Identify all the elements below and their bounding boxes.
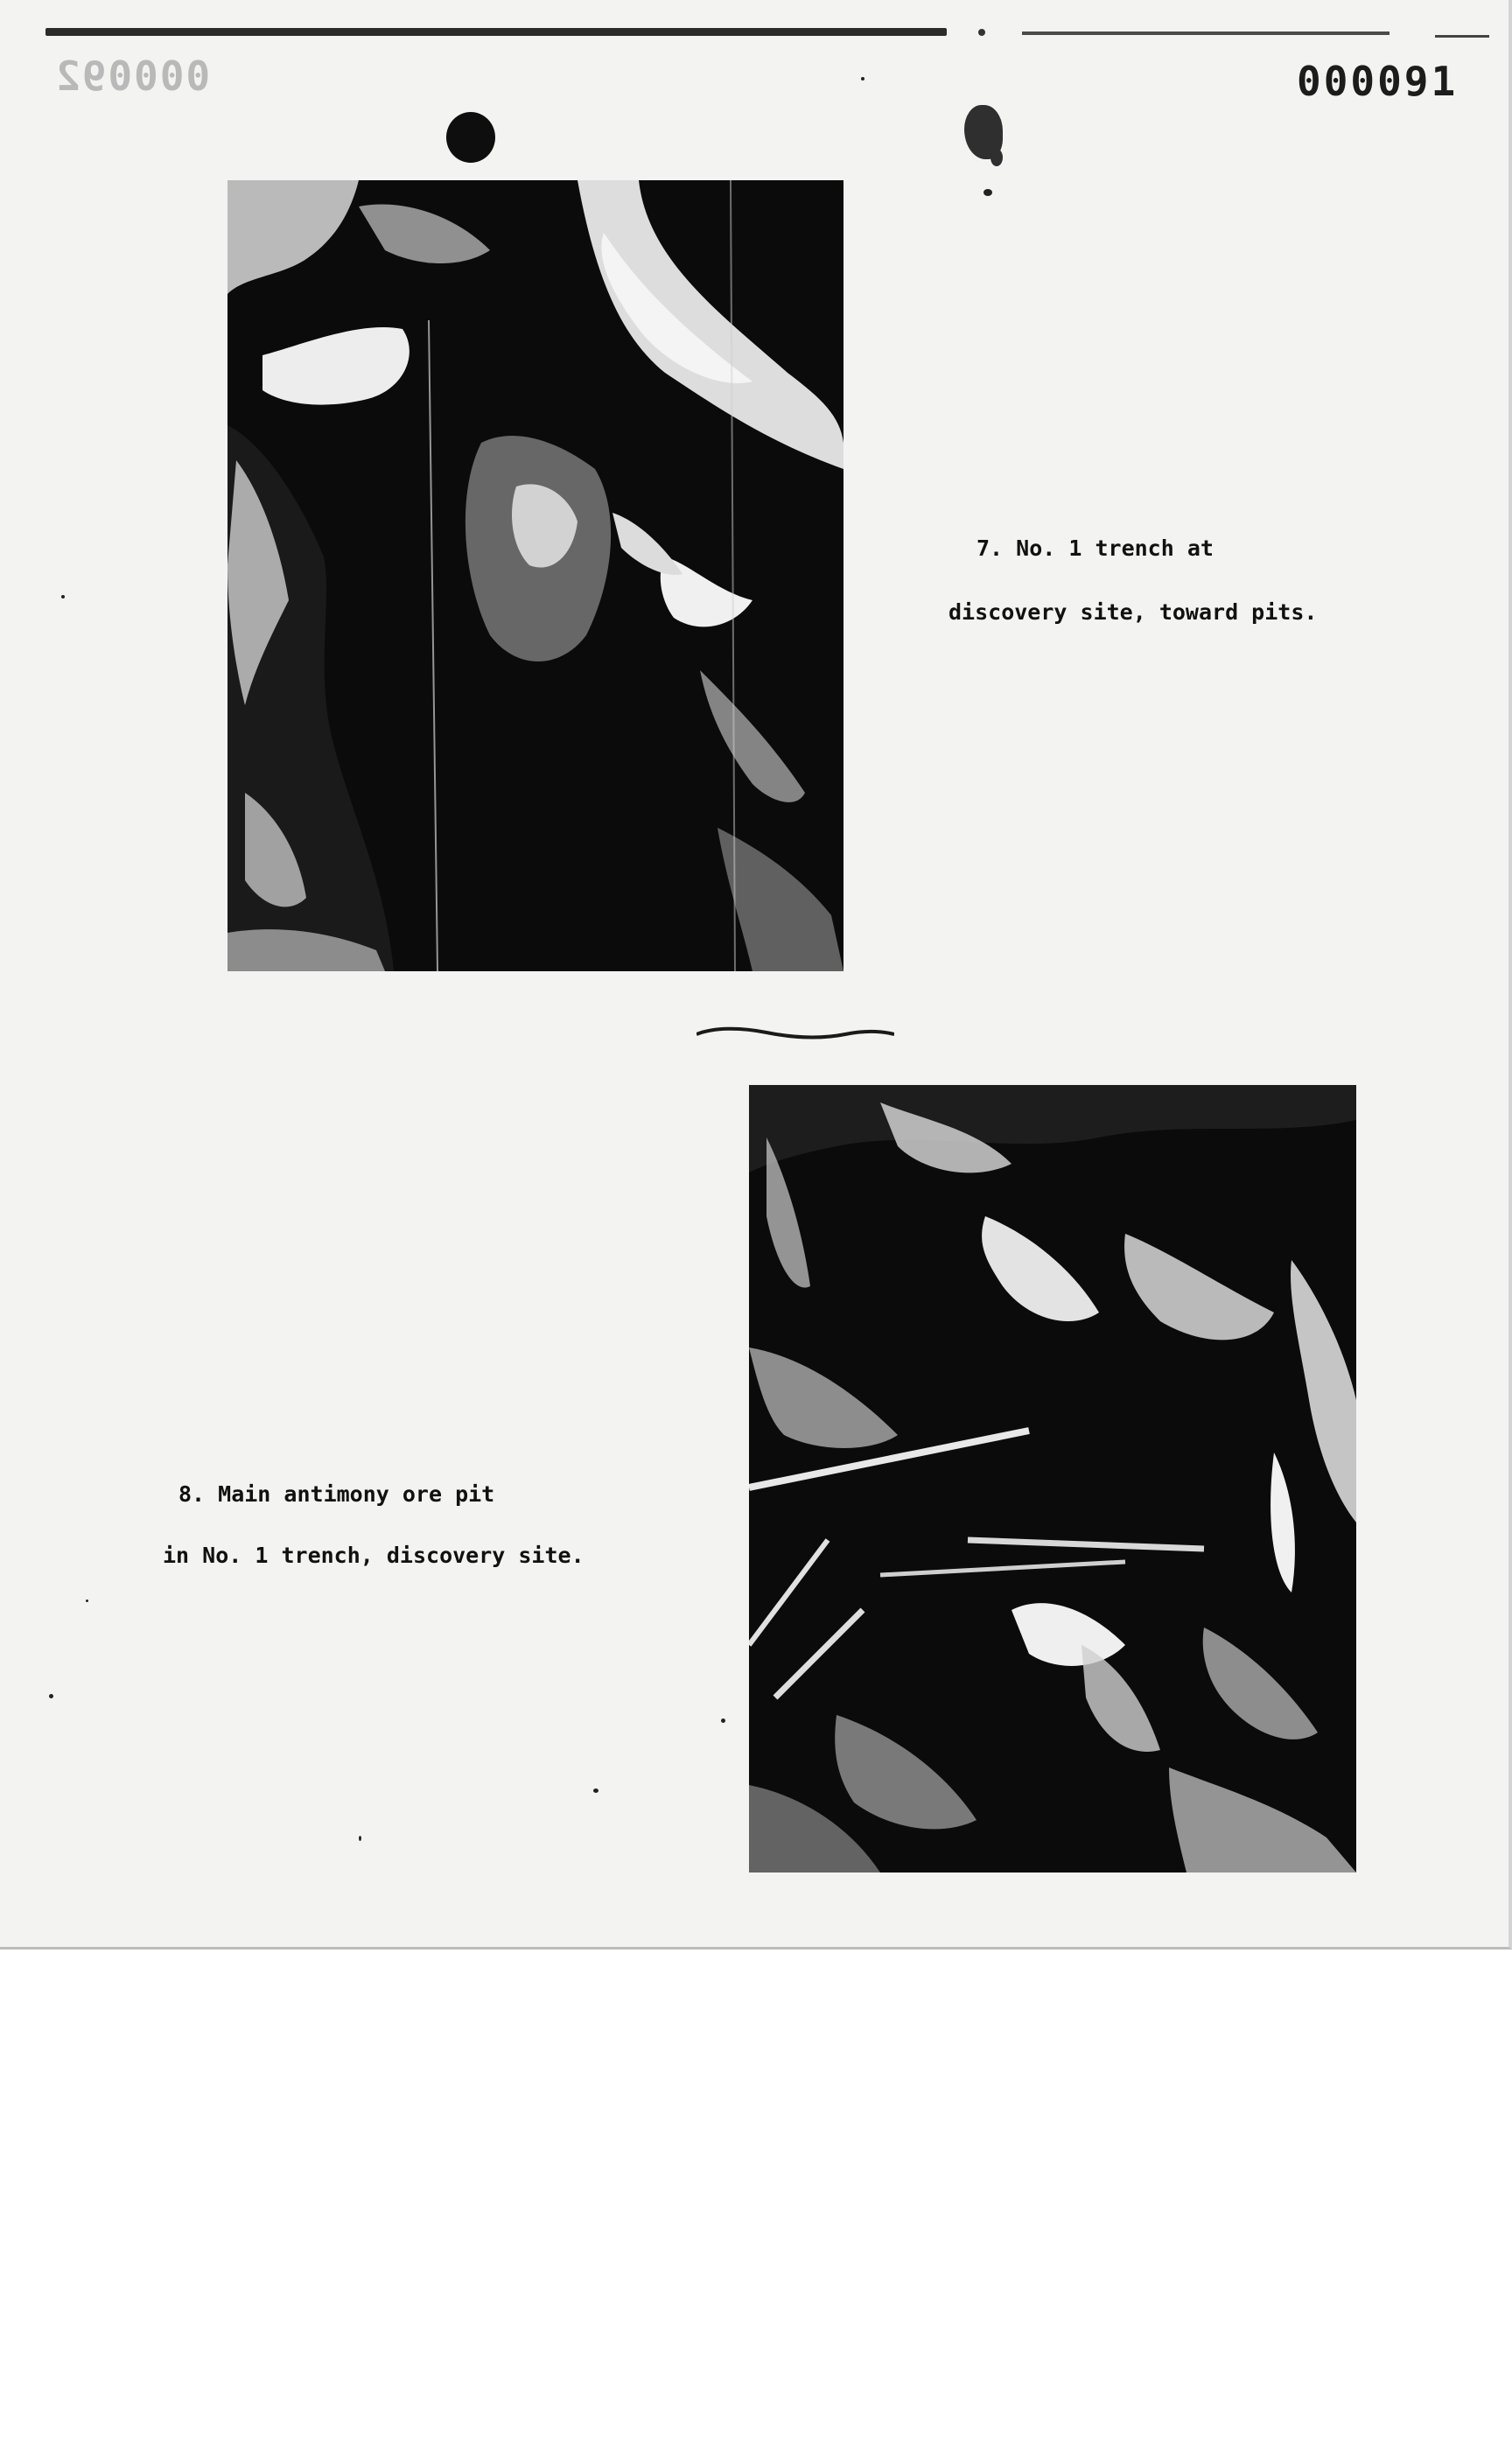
photo-8-caption-line-2: in No. 1 trench, discovery site. bbox=[163, 1543, 584, 1568]
scan-edge-dot bbox=[978, 29, 985, 36]
photo-7-image bbox=[228, 180, 844, 971]
speck bbox=[721, 1718, 725, 1723]
wavy-divider bbox=[696, 1024, 894, 1043]
photo-trench-discovery-site bbox=[228, 180, 844, 971]
page-number: 000091 bbox=[1297, 58, 1459, 105]
speck bbox=[49, 1694, 53, 1698]
speck bbox=[861, 77, 864, 80]
speck bbox=[984, 189, 992, 196]
photo-7-caption-line-1: 7. No. 1 trench at bbox=[976, 536, 1214, 561]
photo-8-caption-line-1: 8. Main antimony ore pit bbox=[178, 1481, 495, 1507]
scan-edge-mark bbox=[1022, 32, 1390, 35]
speck bbox=[359, 1836, 361, 1841]
scan-edge-mark bbox=[1435, 35, 1489, 38]
photo-antimony-ore-pit bbox=[749, 1085, 1356, 1872]
speck bbox=[86, 1600, 88, 1602]
photo-8-image bbox=[749, 1085, 1356, 1872]
punch-hole bbox=[446, 112, 495, 163]
bleed-through-page-number: 000092 bbox=[54, 52, 211, 100]
speck bbox=[61, 595, 65, 598]
ink-blot bbox=[964, 105, 1003, 159]
scan-edge-mark bbox=[46, 28, 947, 36]
speck bbox=[593, 1788, 598, 1793]
photo-7-caption-line-2: discovery site, toward pits. bbox=[948, 599, 1318, 625]
